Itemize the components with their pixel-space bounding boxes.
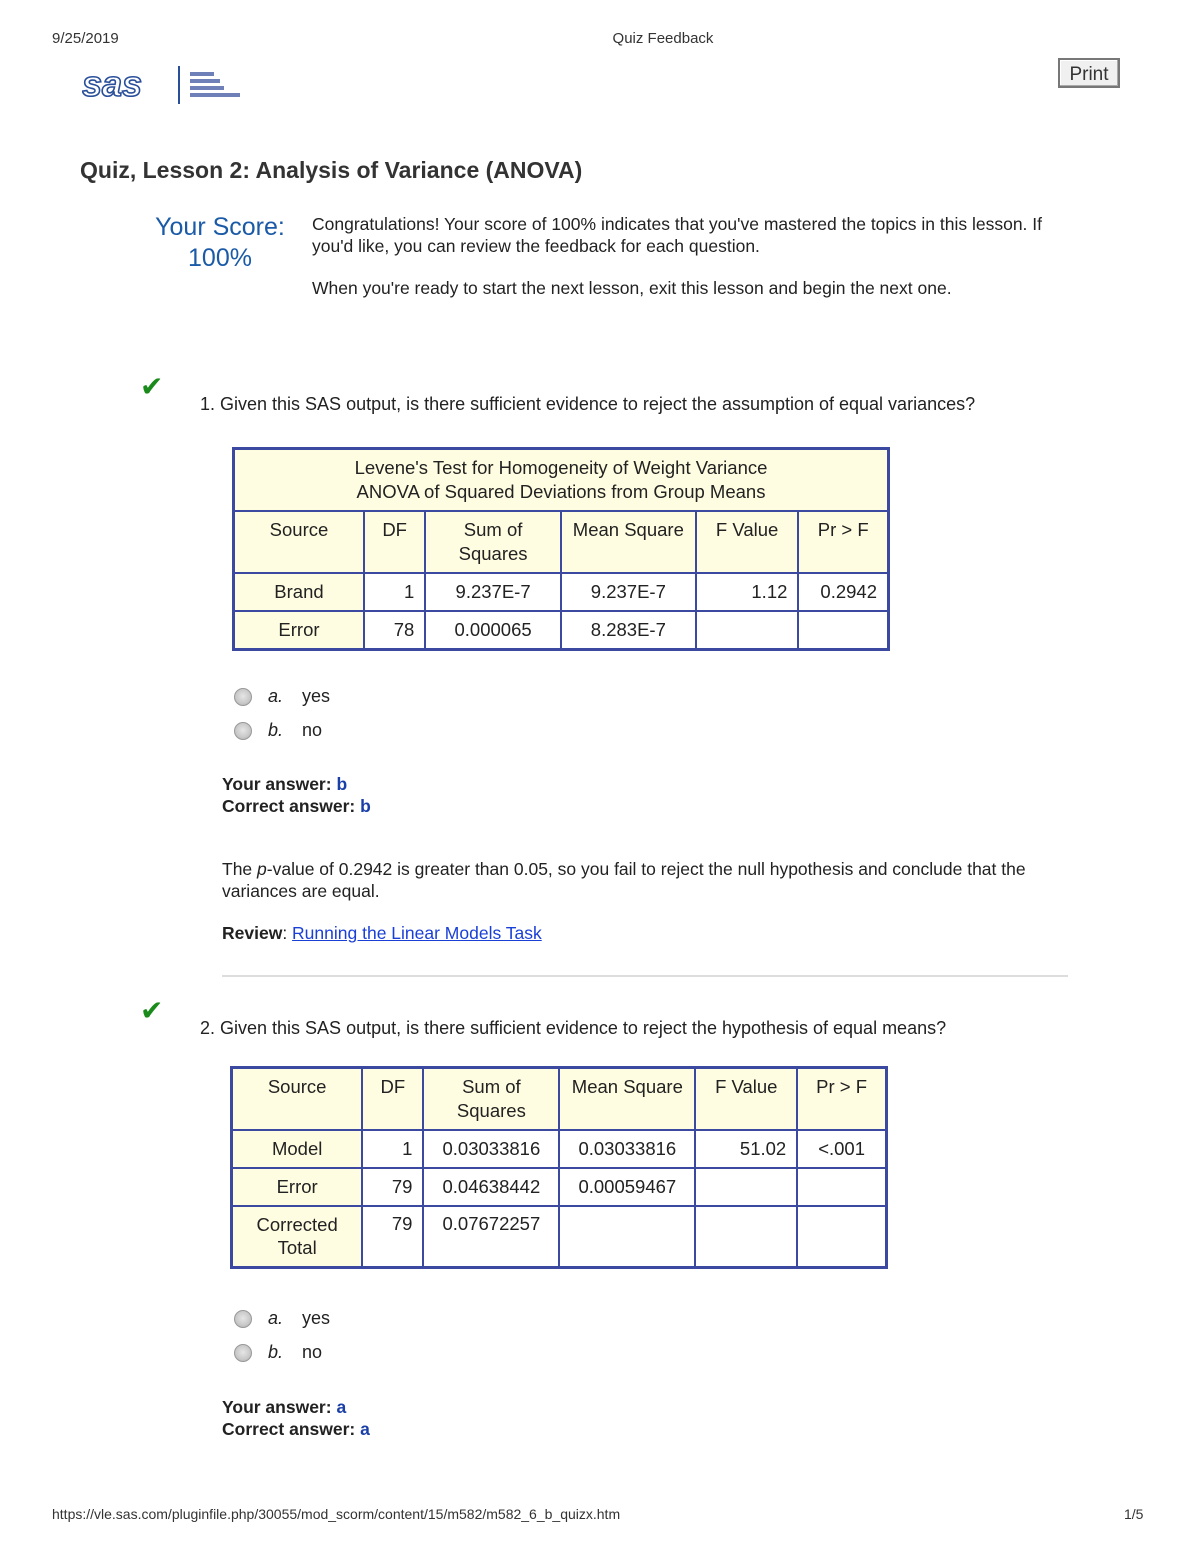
table-caption-line-1: Levene's Test for Homogeneity of Weight Variance <box>354 457 768 478</box>
answer-summary <box>222 773 371 817</box>
choice-b[interactable] <box>234 720 322 741</box>
choice-text: no <box>302 720 323 740</box>
table-cell: 0.03033816 <box>423 1130 559 1168</box>
table-cell <box>798 611 888 649</box>
table-cell: 1 <box>362 1130 423 1168</box>
feedback-emphasis: p <box>257 859 267 879</box>
radio-button-icon[interactable] <box>234 1344 252 1362</box>
review-link[interactable]: Running the Linear Models Task <box>292 923 542 943</box>
column-header: F Value <box>696 511 799 573</box>
review-label: Review <box>222 923 283 943</box>
table-cell: 1.12 <box>696 573 799 611</box>
feedback-text: The <box>222 859 258 879</box>
column-header: Sum of Squares <box>425 511 561 573</box>
table-cell <box>797 1168 886 1206</box>
table-cell: 0.03033816 <box>559 1130 695 1168</box>
row-header: Model <box>232 1130 363 1168</box>
table-cell <box>695 1206 797 1268</box>
table-cell <box>797 1206 886 1268</box>
table-cell: 0.00059467 <box>559 1168 695 1206</box>
score-message-congrats: Congratulations! Your score of 100% indicates that you've mastered the topics in this lesson. If you'd like, you can review the feedback for each question. <box>312 214 1043 256</box>
question-2-text: 2. Given this SAS output, is there sufficient evidence to reject the hypothesis of equal means? <box>200 1018 947 1038</box>
table-cell: 1 <box>364 573 425 611</box>
levene-test-table <box>232 447 890 651</box>
column-header: Mean Square <box>559 1068 695 1130</box>
choice-letter: a. <box>268 1308 284 1328</box>
table-cell: 79 <box>362 1206 423 1268</box>
row-header: Error <box>234 611 364 649</box>
table-row <box>234 573 889 611</box>
correct-answer-label: Correct answer: <box>222 1419 356 1439</box>
score-message <box>312 213 1072 319</box>
row-header: Error <box>232 1168 363 1206</box>
score-message-next: When you're ready to start the next lesson, exit this lesson and begin the next one. <box>312 278 952 298</box>
table-cell: 79 <box>362 1168 423 1206</box>
column-header: F Value <box>695 1068 797 1130</box>
table-cell: 8.283E-7 <box>561 611 696 649</box>
table-cell: 0.07672257 <box>423 1206 559 1268</box>
table-row <box>232 1206 887 1268</box>
table-cell <box>696 611 799 649</box>
correct-answer-value: a <box>360 1419 370 1439</box>
choice-a[interactable] <box>234 686 330 707</box>
correct-checkmark-icon: ✔ <box>140 995 164 1026</box>
correct-answer-label: Correct answer: <box>222 796 356 816</box>
choice-b[interactable] <box>234 1342 322 1363</box>
table-cell: <.001 <box>797 1130 886 1168</box>
radio-button-icon[interactable] <box>234 1310 252 1328</box>
column-header: DF <box>364 511 425 573</box>
print-page-title: Quiz Feedback <box>612 30 714 47</box>
table-cell: 78 <box>364 611 425 649</box>
table-cell: 51.02 <box>695 1130 797 1168</box>
print-footer-page: 1/5 <box>1124 1506 1144 1522</box>
table-cell <box>695 1168 797 1206</box>
your-answer-label: Your answer: <box>222 1397 332 1417</box>
choice-letter: b. <box>268 720 284 740</box>
row-header: Corrected Total <box>232 1206 363 1268</box>
correct-checkmark-icon: ✔ <box>140 371 164 402</box>
column-header: DF <box>362 1068 423 1130</box>
review-line: Review: Running the Linear Models Task <box>222 923 542 943</box>
table-row <box>232 1168 887 1206</box>
column-header: Pr > F <box>797 1068 886 1130</box>
print-button[interactable]: Print <box>1058 58 1120 88</box>
svg-text:sas: sas <box>82 64 143 104</box>
feedback-text: -value of 0.2942 is greater than 0.05, so you fail to reject the null hypothesis and conclude that the variances are equal. <box>222 859 1026 901</box>
score-label: Your Score: <box>155 213 285 241</box>
your-answer-value: b <box>336 774 348 794</box>
column-header: Source <box>232 1068 363 1130</box>
choice-letter: b. <box>268 1342 284 1362</box>
table-caption-line-2: ANOVA of Squared Deviations from Group Means <box>356 481 766 502</box>
row-header: Brand <box>234 573 364 611</box>
choice-text: yes <box>302 1308 331 1328</box>
your-answer-value: a <box>336 1397 347 1417</box>
correct-answer-value: b <box>360 796 371 816</box>
column-header: Source <box>234 511 364 573</box>
table-cell: 9.237E-7 <box>425 573 561 611</box>
answer-summary <box>222 1396 370 1440</box>
your-answer-label: Your answer: <box>222 774 332 794</box>
table-cell: 9.237E-7 <box>561 573 696 611</box>
table-row <box>234 611 889 649</box>
choice-text: no <box>302 1342 323 1362</box>
choice-text: yes <box>302 686 331 706</box>
choice-a[interactable] <box>234 1308 330 1329</box>
table-cell: 0.000065 <box>425 611 561 649</box>
score-value: 100% <box>188 244 252 272</box>
page-title: Quiz, Lesson 2: Analysis of Variance (ANOVA) <box>80 157 583 183</box>
choice-letter: a. <box>268 686 284 706</box>
radio-button-icon[interactable] <box>234 688 252 706</box>
question-1-feedback <box>222 858 1082 902</box>
table-cell <box>559 1206 695 1268</box>
anova-table <box>230 1066 888 1269</box>
question-1-text: 1. Given this SAS output, is there sufficient evidence to reject the assumption of equal variances? <box>200 394 976 414</box>
question-divider <box>222 975 1068 977</box>
print-footer-url: https://vle.sas.com/pluginfile.php/30055/mod_scorm/content/15/m582/m582_6_b_quizx.htm <box>52 1506 621 1522</box>
column-header: Pr > F <box>798 511 888 573</box>
column-header: Mean Square <box>561 511 696 573</box>
table-caption <box>234 449 889 512</box>
score-panel <box>140 212 300 274</box>
table-cell: 0.2942 <box>798 573 888 611</box>
table-row <box>232 1130 887 1168</box>
sas-logo <box>82 64 242 106</box>
column-header: Sum of Squares <box>423 1068 559 1130</box>
print-date: 9/25/2019 <box>52 30 119 47</box>
radio-button-icon[interactable] <box>234 722 252 740</box>
table-cell: 0.04638442 <box>423 1168 559 1206</box>
